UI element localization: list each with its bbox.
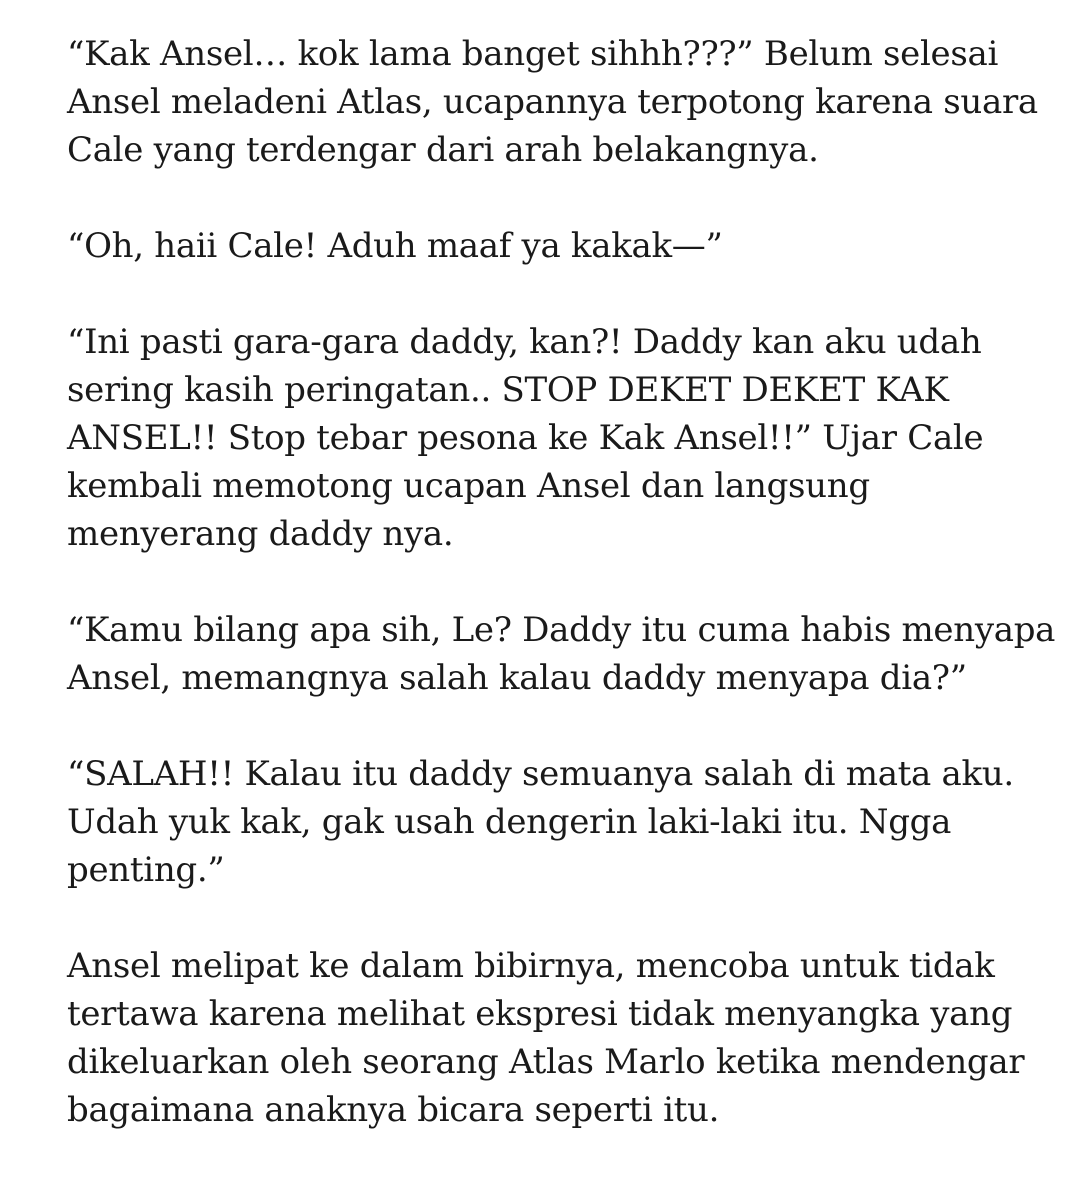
text-line: Ansel melipat ke dalam bibirnya, mencoba untuk tidak: [67, 946, 995, 986]
text-line: tertawa karena melihat ekspresi tidak menyangka yang: [67, 994, 1013, 1034]
paragraph-4: [67, 606, 1057, 702]
text-line: dikeluarkan oleh seorang Atlas Marlo ketika mendengar: [67, 1042, 1025, 1082]
text-line: sering kasih peringatan.. STOP DEKET DEKET KAK: [67, 370, 949, 410]
paragraph-6: [67, 942, 1057, 1134]
paragraph-2: [67, 222, 1057, 270]
text-line: Cale yang terdengar dari arah belakangnya.: [67, 130, 819, 170]
paragraph-3: [67, 318, 1057, 558]
text-line: ANSEL!! Stop tebar pesona ke Kak Ansel!!” Ujar Cale: [67, 418, 984, 458]
text-line: “Ini pasti gara-gara daddy, kan?! Daddy kan aku udah: [67, 322, 982, 362]
text-line: Udah yuk kak, gak usah dengerin laki-laki itu. Ngga: [67, 802, 952, 842]
story-text: [67, 30, 1057, 1182]
text-line: “Oh, haii Cale! Aduh maaf ya kakak—”: [67, 226, 723, 266]
text-line: menyerang daddy nya.: [67, 514, 454, 554]
text-line: “Kamu bilang apa sih, Le? Daddy itu cuma habis menyapa: [67, 610, 1056, 650]
text-line: “Kak Ansel… kok lama banget sihhh???” Belum selesai: [67, 34, 999, 74]
text-line: penting.”: [67, 850, 225, 890]
text-line: kembali memotong ucapan Ansel dan langsung: [67, 466, 870, 506]
text-line: “SALAH!! Kalau itu daddy semuanya salah di mata aku.: [67, 754, 1014, 794]
paragraph-1: [67, 30, 1057, 174]
paragraph-5: [67, 750, 1057, 894]
text-line: Ansel meladeni Atlas, ucapannya terpotong karena suara: [67, 82, 1038, 122]
text-line: Ansel, memangnya salah kalau daddy menyapa dia?”: [67, 658, 967, 698]
text-line: bagaimana anaknya bicara seperti itu.: [67, 1090, 720, 1130]
